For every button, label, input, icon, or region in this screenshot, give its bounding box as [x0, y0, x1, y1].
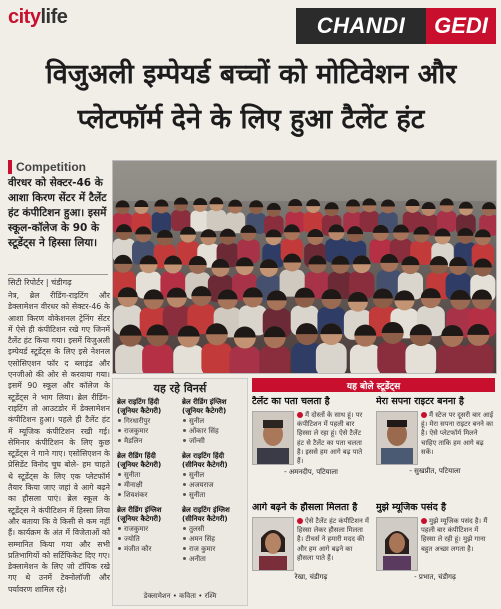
- winner-name: सुनील: [182, 470, 243, 480]
- student-quote: [252, 502, 370, 606]
- winner-name: सुनीता: [117, 470, 178, 480]
- winner-name: मीनाक्षी: [117, 480, 178, 490]
- quote-text: ऐसे टैलेंट हंट कंपीटिशन में हिस्सा लेकर हौसला मिलता है। टीचर्स ने हमारी मदद की और हम आगे बढ़ने का हौसला पाते हैं।: [297, 517, 369, 562]
- group-photo: [112, 160, 497, 374]
- winner-category: ब्रेल राइटिंग इंग्लिश (सीनियर कैटेगरी): [182, 506, 230, 523]
- students-banner: यह बोले स्टूडेंट्स: [252, 378, 495, 392]
- winner-group: [182, 452, 243, 500]
- crowd-person-body: [350, 344, 381, 373]
- crowd-person-body: [229, 346, 260, 373]
- winner-category: ब्रेल राइटिंग हिंदी (सीनियर कैटेगरी): [182, 452, 228, 469]
- headline: विजुअली इम्पेयर्ड बच्चों को मोटिवेशन और प्लेटफॉर्म देने के लिए हुआ टैलेंट हंट: [45, 59, 457, 135]
- kicker: Competition: [8, 160, 114, 174]
- byline: सिटी रिपोर्टर | चंडीगढ़: [8, 274, 108, 288]
- bullet-icon: [421, 518, 427, 524]
- crowd-person-body: [201, 343, 232, 373]
- winner-category: ब्रेल रीडिंग इंग्लिश (जूनियर कैटेगरी): [182, 398, 227, 415]
- winner-name: जॉन्सी: [182, 436, 243, 446]
- student-photo: [252, 517, 294, 571]
- student-quote: [252, 396, 370, 500]
- student-photo: [376, 411, 418, 465]
- winner-group: [117, 398, 178, 446]
- winners-grid: [113, 398, 247, 564]
- winner-name: राजकुमार: [117, 524, 178, 534]
- student-photo: [252, 411, 294, 465]
- quote-text: मैं स्टेज पर दूसरी बार आई हूं। मेरा सपना राइटर बनने का है। ऐसे प्लेटफॉर्म मिलने चाहिए ताकि हम आगे बढ़ सकें।: [421, 411, 494, 456]
- winner-category: ब्रेल रीडिंग हिंदी (जूनियर कैटेगरी): [117, 452, 162, 469]
- crowd-person-body: [173, 345, 204, 373]
- quote-title: मुझे म्यूजिक पसंद है: [376, 502, 447, 513]
- crowd-person-body: [463, 344, 494, 373]
- crowd-person-body: [377, 342, 408, 373]
- winner-name: अनीता: [182, 554, 243, 564]
- winner-name: अमन सिंह: [182, 534, 243, 544]
- winner-name: ओंकार सिंह: [182, 426, 243, 436]
- winner-name: मैडलिन: [117, 436, 178, 446]
- bullet-icon: [297, 412, 303, 418]
- winner-name: राज कुमार: [182, 544, 243, 554]
- quote-author: - अमनदीप, पटियाला: [284, 468, 338, 477]
- quote-title: टैलेंट का पता चलता है: [252, 396, 330, 407]
- student-quote: [376, 502, 494, 606]
- section-banner-left: CHANDI: [296, 8, 426, 44]
- winner-name: राजकुमार: [117, 426, 178, 436]
- winners-credit: डेक्लामेशन • कविता • रश्मि: [143, 592, 217, 600]
- winner-category: ब्रेल रीडिंग इंग्लिश (जूनियर कैटेगरी): [117, 506, 162, 523]
- student-photo: [376, 517, 418, 571]
- winner-name: ज्योति: [117, 534, 178, 544]
- winner-group: [182, 398, 243, 446]
- crowd-person-body: [316, 343, 347, 373]
- quote-title: आगे बढ़ने के हौसला मिलता है: [252, 502, 358, 513]
- section-banner: [296, 8, 496, 44]
- quote-text: मैं दोस्तों के साथ हूं। पर कंपीटिशन में पहली बार हिस्सा ले रहा हूं। ऐसे टैलेंट हंट से टैलेंट का पता चलता है। इससे हम आगे बढ़ पाते हैं।: [297, 411, 363, 466]
- winners-box: [112, 378, 248, 606]
- student-quote: [376, 396, 494, 500]
- section-banner-right: GEDI: [426, 8, 496, 44]
- winner-name: मंजीत कौर: [117, 544, 178, 554]
- crowd-person-body: [207, 210, 227, 231]
- winner-category: ब्रेल राइटिंग हिंदी (जूनियर कैटेगरी): [117, 398, 162, 415]
- brand-logo: citylife: [8, 6, 68, 28]
- crowd-person-body: [152, 212, 172, 233]
- winners-title: यह रहे विनर्स: [153, 382, 207, 395]
- winner-group: [117, 452, 178, 500]
- winner-name: शिवशंकर: [117, 490, 178, 500]
- students-section: [252, 378, 495, 604]
- crowd-person-body: [115, 344, 146, 373]
- crowd-person-body: [437, 211, 457, 232]
- winner-name: अजयराज: [182, 480, 243, 490]
- bullet-icon: [297, 518, 303, 524]
- winner-name: गिरधारीपुर: [117, 416, 178, 426]
- winner-group: [182, 506, 243, 564]
- deck: वीरधर को सेक्टर-46 के आशा किरण सेंटर में टैलेंट हंट कंपीटिशन हुआ। इसमें स्कूल-कॉलेज के 90 के स्टूडेंट्स ने हिस्सा लिया।: [8, 177, 107, 249]
- crowd-person-body: [142, 344, 173, 373]
- article-body: नेत्र, ब्रेल रीडिंग-राइटिंग और डेक्लामेशन वीरधर को सेक्टर-46 के आशा किरण वोकेशनल ट्रेनिंग सेंटर में ऐसे ही कंपीटिशन रखे गए जिनमें टैलेंट हंट किया गया। इसमें विजुअली इम्पेयर्ड स्टूडेंट्स के लिए इसे नेशनल एसोसिएशन फॉर द ब्लाइंड और एनजीओ की ओर से करवाया गया। इसमें 90 स्कूल और कॉलेज के स्टूडेंट्स ने भाग लिया। ब्रेल रीडिंग-राइटिंग तो आउटडोर में डेक्लामेशन कंपीटिशन हुआ। पहले ही टैलेंट हंट में म्यूजिक कंपीटिशन रखी गई। सेमिनार कंपीटिशन के लिए कुछ स्टूडेंट्स ने गाने गाए। एसोसिएशन के प्रेसिडेंट विनोद चुघ बोले- हम चाहते थे स्टूडेंट्स के लिए एक प्लेटफॉर्म तैयार किया जाए जहां वे आगे बढ़ने का हौसला पाएं। ब्रेल स्कूल के स्टूडेंट्स ने कंपीटिशन में हिस्सा लिया और बताया कि वे किसी से कम नहीं हैं। कार्यक्रम के अंत में विजेताओं को सम्मानित किया गया और सभी प्रतिभागियों को सर्टिफिकेट दिए गए। डेक्लामेशन के लिए जो टॉपिक रखे गए थे उनमें टेक्नोलॉजी और पर्यावरण शामिल रहे।: [8, 291, 110, 594]
- winner-group: [117, 506, 178, 564]
- winner-name: तुलसी: [182, 524, 243, 534]
- quote-title: मेरा सपना राइटर बनना है: [376, 396, 464, 407]
- winner-name: सुनीता: [182, 490, 243, 500]
- quote-author: रेखा, चंडीगढ़: [294, 573, 328, 581]
- quote-author: - सुखप्रीत, पटियाला: [409, 467, 461, 475]
- winner-name: सुनील: [182, 416, 243, 426]
- crowd-person-body: [405, 344, 436, 373]
- quote-text: मुझे म्यूजिक पसंद है। मैं पहली बार कंपीटिशन में हिस्सा ले रही हूं। मुझे गाना बहुत अच्छा लगता है।: [421, 517, 488, 553]
- crowd-person-body: [259, 346, 290, 373]
- bullet-icon: [421, 412, 427, 418]
- quote-author: - प्रभात, चंडीगढ़: [414, 573, 456, 581]
